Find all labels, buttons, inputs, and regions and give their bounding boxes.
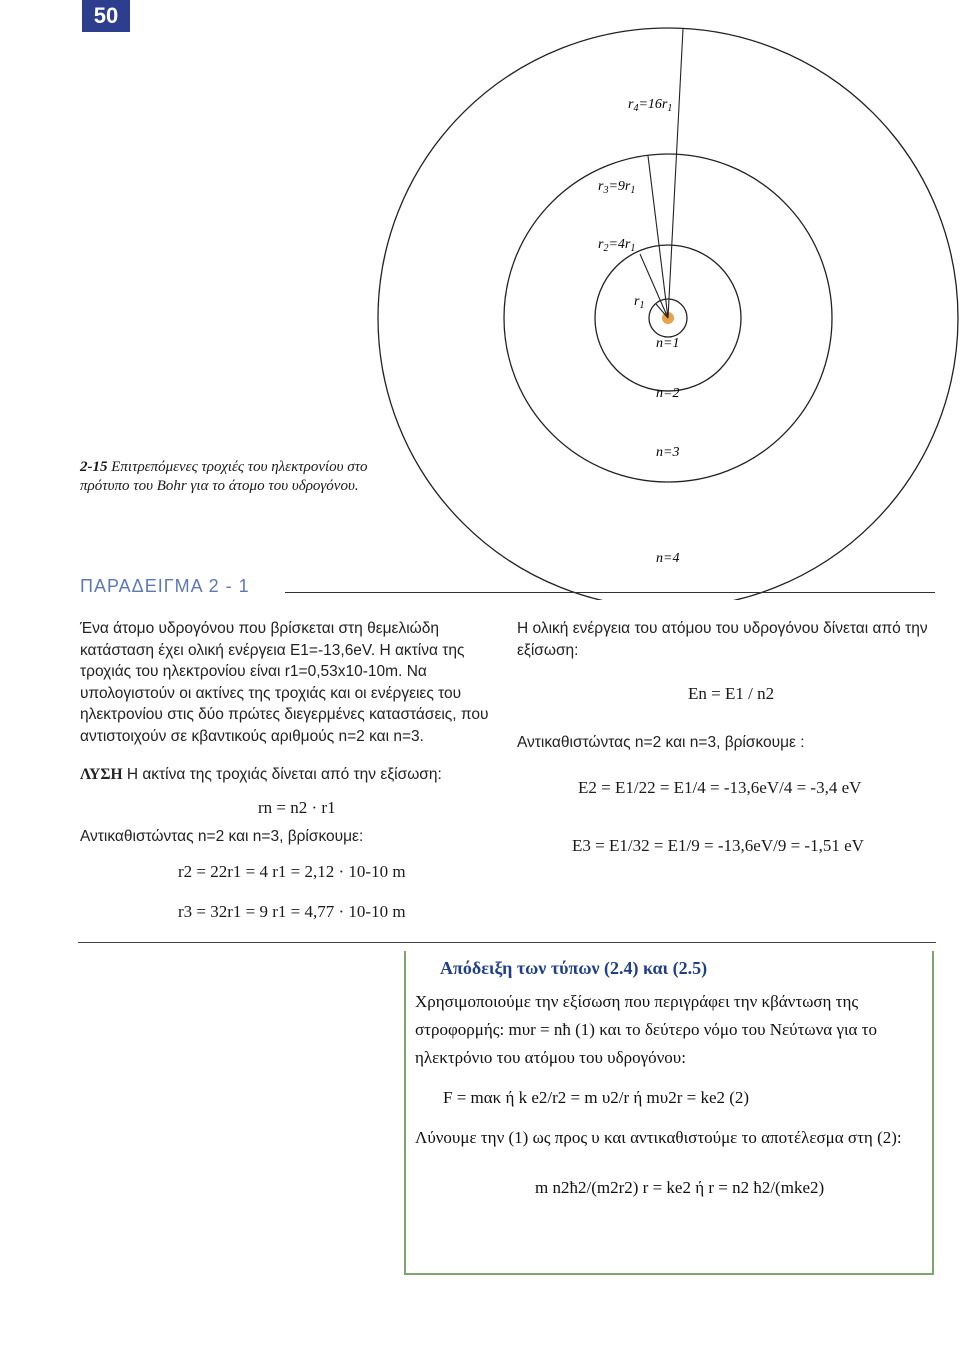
radius-r3 <box>648 156 668 318</box>
eq-radius: rn = n2 · r1 <box>258 798 336 817</box>
section-divider <box>78 942 936 943</box>
figure-caption <box>80 458 400 496</box>
label-r4: $r_4=16r_1$ <box>628 97 673 114</box>
proof-eq2: m n2ħ2/(m2r2) r = ke2 ή r = n2 ħ2/(mke2) <box>535 1178 825 1197</box>
example-rule <box>285 592 935 593</box>
eq-energy: En = E1 / n2 <box>688 684 775 703</box>
substituting2-text: Αντικαθιστώντας n=2 και n=3, βρίσκουμε : <box>517 734 805 751</box>
proof-p2: Λύνουμε την (1) ως προς υ και αντικαθιστούμε το αποτέλεσμα στη (2): <box>415 1128 902 1147</box>
substituting-text: Αντικαθιστώντας n=2 και n=3, βρίσκουμε: <box>80 828 364 845</box>
caption-number: 2-15 <box>80 459 108 475</box>
label-n1: n=1 <box>656 336 680 351</box>
energy-intro: Η ολική ενέργεια του ατόμου του υδρογόνου δίνεται από την εξίσωση: <box>517 620 928 659</box>
solution-label: ΛΥΣΗ <box>80 766 123 783</box>
solution-intro: Η ακτίνα της τροχιάς δίνεται από την εξίσωση: <box>126 766 442 783</box>
label-n2: n=2 <box>656 386 680 401</box>
eq-r2: r2 = 22r1 = 4 r1 = 2,12 · 10-10 m <box>178 862 406 881</box>
radius-r4 <box>668 29 683 318</box>
example-statement: Ένα άτομο υδρογόνου που βρίσκεται στη θεμελιώδη κατάσταση έχει ολική ενέργεια E1=-13,6eV. Η ακτίνα της τροχιάς του ηλεκτρονίου είναι r1=0,53x10-10m. Να υπολογιστούν οι ακτίνες της τροχιάς και οι ενέργειες του ηλεκτρονίου στις δύο πρώτες διεγερμένες καταστάσεις, που αντιστοιχούν σε κβαντικούς αριθμούς n=2 και n=3. <box>80 620 489 745</box>
proof-p1: Χρησιμοποιούμε την εξίσωση που περιγράφει την κβάντωση της στροφορμής: mυr = nħ (1) και το δεύτερο νόμο του Νεύτωνα για το ηλεκτρόνιο του ατόμου του υδρογόνου: <box>415 992 878 1067</box>
label-r2: $r_2=4r_1$ <box>598 237 636 254</box>
label-n4: n=4 <box>656 551 680 566</box>
proof-text <box>415 988 920 1202</box>
example-title: ΠΑΡΑΔΕΙΓΜΑ 2 - 1 <box>80 576 250 596</box>
proof-title: Απόδειξη των τύπων (2.4) και (2.5) <box>440 958 708 978</box>
label-n3: n=3 <box>656 445 680 460</box>
solution-block <box>80 764 500 786</box>
label-r3: $r_3=9r_1$ <box>598 179 636 196</box>
eq-E3: E3 = E1/32 = E1/9 = -13,6eV/9 = -1,51 eV <box>572 836 864 855</box>
caption-text: Επιτρεπόμενες τροχιές του ηλεκτρονίου στο πρότυπο του Bohr για το άτομο του υδρογόνου. <box>80 459 368 494</box>
bohr-orbits-figure <box>0 0 960 600</box>
eq-E2: E2 = E1/22 = E1/4 = -13,6eV/4 = -3,4 eV <box>578 778 862 797</box>
proof-eq1: F = mακ ή k e2/r2 = m υ2/r ή mυ2r = ke2 (2) <box>443 1088 750 1107</box>
label-r1: $r_1$ <box>634 294 645 311</box>
eq-r3: r3 = 32r1 = 9 r1 = 4,77 · 10-10 m <box>178 902 406 921</box>
page-number: 50 <box>82 0 130 32</box>
